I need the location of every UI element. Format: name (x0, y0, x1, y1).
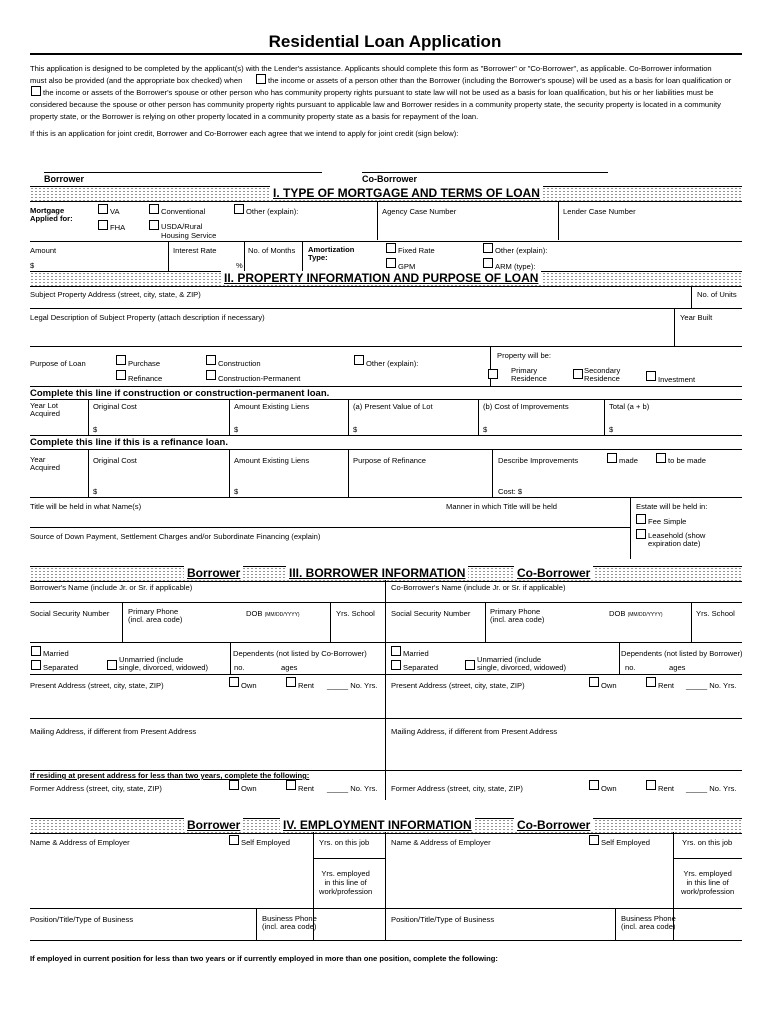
other-purpose-checkbox[interactable] (354, 355, 364, 365)
purpose-refinance-label: Purpose of Refinance (353, 456, 427, 465)
cb-married-checkbox[interactable] (391, 646, 401, 656)
cb-self-employed-label: Self Employed (601, 838, 650, 847)
row-rule (30, 399, 742, 400)
fee-simple-checkbox[interactable] (636, 514, 646, 524)
original-cost2-label: Original Cost (93, 456, 137, 465)
b-own-checkbox[interactable] (229, 677, 239, 687)
purpose-label: Purpose of Loan (30, 359, 86, 368)
cb-employer-label: Name & Address of Employer (391, 838, 491, 847)
divider (478, 399, 479, 435)
total-label: Total (a + b) (609, 402, 650, 411)
co-borrower-signature-line[interactable] (362, 172, 608, 173)
conventional-checkbox[interactable] (149, 204, 159, 214)
row-rule (30, 308, 742, 309)
row-rule (30, 497, 742, 498)
year-built-label: Year Built (680, 313, 713, 322)
cb-dob-format: (MM/DD/YYYY) (627, 612, 663, 618)
divider (229, 449, 230, 497)
cb-yrs-employed-label: Yrs. employed in this line of work/profession (681, 869, 735, 896)
total-dollar: $ (609, 425, 614, 434)
cb-former-address-label: Former Address (street, city, state, ZIP) (391, 784, 523, 793)
divider (619, 642, 620, 674)
divider (256, 908, 257, 940)
divider (485, 602, 486, 642)
gpm-label: GPM (398, 262, 416, 271)
intro-line: If this is an application for joint credit, Borrower and Co-Borrower each agree that we intend to apply for joint credit (sign below): (30, 129, 459, 138)
row-rule (30, 602, 742, 603)
b-dob-text: DOB (246, 609, 263, 618)
cb-yrs-job-label: Yrs. on this job (682, 838, 733, 847)
row-rule (673, 858, 742, 859)
divider (88, 449, 89, 497)
b-self-employed-checkbox[interactable] (229, 835, 239, 845)
b-business-phone-label: Business Phone (incl. area code) (262, 914, 317, 931)
b-self-employed-label: Self Employed (241, 838, 290, 847)
row-rule (30, 346, 742, 347)
divider (492, 449, 493, 497)
construction-perm-checkbox[interactable] (206, 370, 216, 380)
other-amortization-label: Other (explain): (495, 246, 548, 255)
section-2-title: II. PROPERTY INFORMATION AND PURPOSE OF LOAN (221, 271, 541, 285)
title-held-label: Title will be held in what Name(s) (30, 502, 142, 511)
title-rule (30, 53, 742, 55)
community-property-checkbox[interactable] (31, 86, 41, 96)
cb-unmarried-label: Unmarried (include single, divorced, widowed) (477, 655, 567, 672)
b-yrs-school-label: Yrs. School (336, 609, 375, 618)
b-employer-label: Name & Address of Employer (30, 838, 130, 847)
other-mortgage-label: Other (explain): (246, 207, 299, 216)
b-yrs-job-label: Yrs. on this job (319, 838, 370, 847)
column-divider (385, 832, 386, 940)
arm-label: ARM (type): (495, 262, 536, 271)
purchase-checkbox[interactable] (116, 355, 126, 365)
amount-existing2-dollar: $ (234, 487, 239, 496)
b-rent-checkbox[interactable] (286, 677, 296, 687)
divider (229, 399, 230, 435)
b-former-rent-checkbox[interactable] (286, 780, 296, 790)
b-ssn-label: Social Security Number (30, 609, 110, 618)
cb-present-address-label: Present Address (street, city, state, ZIP) (391, 681, 525, 690)
describe-improvements-label: Describe Improvements (498, 456, 579, 465)
intro-line: the income or assets of the Borrower's spouse or other person who has community property rights pursuant to state law will not be used as a basis for loan qualification, but his or her liabilities must be (43, 88, 714, 97)
refinance-checkbox[interactable] (116, 370, 126, 380)
cb-mailing-label: Mailing Address, if different from Present Address (391, 727, 558, 736)
construction-checkbox[interactable] (206, 355, 216, 365)
fha-checkbox[interactable] (98, 220, 108, 230)
row-rule (30, 449, 742, 450)
cb-rent-checkbox[interactable] (646, 677, 656, 687)
b-former-no-yrs-label: _____ No. Yrs. (327, 784, 378, 793)
present-value-label: (a) Present Value of Lot (353, 402, 433, 411)
co-borrower-income-checkbox[interactable] (256, 74, 266, 84)
b-dependents-ages: ages (281, 663, 298, 672)
cb-yrs-school-label: Yrs. School (696, 609, 735, 618)
to-be-made-label: to be made (668, 456, 706, 465)
cb-phone-label: Primary Phone (incl. area code) (490, 607, 545, 624)
divider (604, 399, 605, 435)
section-3-co-borrower: Co-Borrower (514, 566, 593, 580)
leasehold-checkbox[interactable] (636, 529, 646, 539)
cb-dob-label (609, 609, 663, 620)
b-former-own-checkbox[interactable] (229, 780, 239, 790)
divider (302, 241, 303, 271)
other-amortization-checkbox[interactable] (483, 243, 493, 253)
leasehold-label: Leasehold (show expiration date) (648, 531, 706, 548)
divider (674, 308, 675, 346)
b-yrs-employed-label: Yrs. employed in this line of work/profession (319, 869, 373, 896)
construction-line-heading: Complete this line if construction or construction-permanent loan. (30, 388, 330, 399)
b-unmarried-label: Unmarried (include single, divorced, widowed) (119, 655, 209, 672)
gpm-checkbox[interactable] (386, 258, 396, 268)
borrower-name-label: Borrower's Name (include Jr. or Sr. if applicable) (30, 583, 193, 592)
row-rule (30, 435, 742, 436)
primary-residence-label: Primary Residence (511, 366, 547, 383)
section-3-borrower: Borrower (184, 566, 243, 580)
b-unmarried-checkbox[interactable] (107, 660, 117, 670)
row-rule (313, 858, 385, 859)
fha-label: FHA (110, 223, 126, 232)
primary-residence-checkbox[interactable] (488, 369, 498, 379)
intro-line: the income or assets of a person other than the Borrower (including the Borrower's spouse) will be used as a basis for loan qualification or (268, 76, 732, 85)
b-own-label: Own (241, 681, 257, 690)
usda-label: USDA/Rural Housing Service (161, 222, 217, 240)
b-separated-label: Separated (43, 663, 79, 672)
cost-improvements-dollar: $ (483, 425, 488, 434)
row-rule (30, 908, 742, 909)
divider (230, 642, 231, 674)
no-months-label: No. of Months (248, 246, 296, 255)
b-dob-label (246, 609, 300, 620)
original-cost2-dollar: $ (93, 487, 98, 496)
interest-percent: % (236, 261, 243, 270)
b-no-yrs-label: _____ No. Yrs. (327, 681, 378, 690)
cost-improvements-label: (b) Cost of Improvements (483, 402, 569, 411)
column-divider (385, 580, 386, 800)
other-mortgage-checkbox[interactable] (234, 204, 244, 214)
present-value-dollar: $ (353, 425, 358, 434)
row-rule (30, 642, 742, 643)
divider (558, 202, 559, 240)
divider (348, 399, 349, 435)
estate-held-label: Estate will be held in: (636, 502, 708, 511)
interest-rate-label: Interest Rate (173, 246, 217, 255)
cb-former-rent-label: Rent (658, 784, 675, 793)
amount-label: Amount (30, 246, 57, 255)
b-married-label: Married (43, 649, 69, 658)
amount-existing-label: Amount Existing Liens (234, 402, 310, 411)
purchase-label: Purchase (128, 359, 161, 368)
original-cost-dollar: $ (93, 425, 98, 434)
cb-position-label: Position/Title/Type of Business (391, 915, 495, 924)
section-1-title: I. TYPE OF MORTGAGE AND TERMS OF LOAN (270, 186, 543, 200)
page-title: Residential Loan Application (268, 32, 502, 51)
investment-label: Investment (658, 375, 696, 384)
b-former-address-label: Former Address (street, city, state, ZIP) (30, 784, 162, 793)
construction-perm-label: Construction-Permanent (218, 374, 301, 383)
intro-line: must also be provided (and the appropriate box checked) when (30, 76, 243, 85)
fixed-rate-label: Fixed Rate (398, 246, 435, 255)
agency-case-label: Agency Case Number (382, 207, 457, 216)
cb-no-yrs-label: _____ No. Yrs. (686, 681, 737, 690)
borrower-signature-line[interactable] (44, 172, 322, 173)
divider (691, 286, 692, 308)
other-purpose-label: Other (explain): (366, 359, 419, 368)
intro-line: considered because the spouse or other person has community property rights pursuant to applicable law and Borrower resides in a community property state, the security property is located in a community (30, 100, 721, 109)
usda-checkbox[interactable] (149, 220, 159, 230)
section-4-header (30, 818, 742, 834)
co-borrower-signature-label: Co-Borrower (362, 174, 418, 184)
employment-footer-note: If employed in current position for less than two years or if currently employed in more than one position, complete the following: (30, 954, 498, 963)
b-separated-checkbox[interactable] (31, 660, 41, 670)
to-be-made-checkbox[interactable] (656, 453, 666, 463)
made-label: made (619, 456, 638, 465)
b-dependents-label: Dependents (not listed by Co-Borrower) (233, 649, 367, 658)
cb-dependents-no: no. (625, 663, 636, 672)
borrower-signature-label: Borrower (44, 174, 85, 184)
divider (348, 449, 349, 497)
cb-former-no-yrs-label: _____ No. Yrs. (686, 784, 737, 793)
source-down-label: Source of Down Payment, Settlement Charges and/or Subordinate Financing (explain) (30, 532, 321, 541)
residing-note: If residing at present address for less than two years, complete the following: (30, 771, 310, 780)
cb-separated-label: Separated (403, 663, 439, 672)
mortgage-applied-label: Mortgage Applied for: (30, 206, 73, 223)
b-former-own-label: Own (241, 784, 257, 793)
investment-checkbox[interactable] (646, 371, 656, 381)
row-rule (30, 241, 742, 242)
cb-dob-text: DOB (609, 609, 626, 618)
va-checkbox[interactable] (98, 204, 108, 214)
section-4-co-borrower: Co-Borrower (514, 818, 593, 832)
refinance-line-heading: Complete this line if this is a refinance loan. (30, 437, 228, 448)
b-rent-label: Rent (298, 681, 315, 690)
row-rule (30, 527, 630, 528)
b-dependents-no: no. (234, 663, 245, 672)
b-phone-label: Primary Phone (incl. area code) (128, 607, 183, 624)
conventional-label: Conventional (161, 207, 206, 216)
divider (330, 602, 331, 642)
divider (630, 497, 631, 559)
secondary-residence-checkbox[interactable] (573, 369, 583, 379)
b-dob-format: (MM/DD/YYYY) (264, 612, 300, 618)
row-rule (30, 386, 742, 387)
fixed-rate-checkbox[interactable] (386, 243, 396, 253)
va-label: VA (110, 207, 120, 216)
divider (122, 602, 123, 642)
cb-dependents-label: Dependents (not listed by Borrower) (621, 649, 743, 658)
cb-own-checkbox[interactable] (589, 677, 599, 687)
property-will-be-label: Property will be: (497, 351, 552, 360)
subject-address-label: Subject Property Address (street, city, state, & ZIP) (30, 290, 201, 299)
legal-desc-label: Legal Description of Subject Property (attach description if necessary) (30, 313, 265, 322)
cost-label: Cost: $ (498, 487, 523, 496)
row-rule (30, 718, 742, 719)
amount-existing2-label: Amount Existing Liens (234, 456, 310, 465)
section-4-title: IV. EMPLOYMENT INFORMATION (280, 818, 475, 832)
section-2-header (30, 271, 742, 287)
divider (490, 346, 491, 386)
divider (168, 241, 169, 271)
row-rule (30, 674, 742, 675)
divider (691, 602, 692, 642)
intro-line: property state, or the Borrower is relying on other property located in a community property state as a basis for repayment of the loan. (30, 112, 479, 121)
cb-own-label: Own (601, 681, 617, 690)
cb-rent-label: Rent (658, 681, 675, 690)
divider (615, 908, 616, 940)
secondary-residence-label: Secondary Residence (584, 366, 621, 383)
cb-former-rent-checkbox[interactable] (646, 780, 656, 790)
amount-dollar: $ (30, 261, 35, 270)
cb-married-label: Married (403, 649, 429, 658)
row-rule (30, 940, 742, 941)
manner-title-label: Manner in which Title will be held (446, 502, 558, 511)
cb-former-own-label: Own (601, 784, 617, 793)
fee-simple-label: Fee Simple (648, 517, 687, 526)
amount-existing-dollar: $ (234, 425, 239, 434)
intro-line: This application is designed to be completed by the applicant(s) with the Lender's assistance. Applicants should complete this form as "Borrower" or "Co-Borrower", as applicable. Co-Borrower information (30, 64, 712, 73)
original-cost-label: Original Cost (93, 402, 137, 411)
year-acquired-label: Year Acquired (30, 455, 60, 472)
b-married-checkbox[interactable] (31, 646, 41, 656)
cb-dependents-ages: ages (669, 663, 686, 672)
cb-ssn-label: Social Security Number (391, 609, 471, 618)
divider (377, 202, 378, 240)
b-mailing-label: Mailing Address, if different from Present Address (30, 727, 197, 736)
section-1-header (30, 186, 742, 202)
refinance-label: Refinance (128, 374, 163, 383)
made-checkbox[interactable] (607, 453, 617, 463)
construction-label: Construction (218, 359, 261, 368)
cb-separated-checkbox[interactable] (391, 660, 401, 670)
amortization-type-label: Amortization Type: (308, 245, 355, 262)
divider (88, 399, 89, 435)
no-units-label: No. of Units (697, 290, 737, 299)
section-3-header (30, 566, 742, 582)
b-position-label: Position/Title/Type of Business (30, 915, 134, 924)
cb-self-employed-checkbox[interactable] (589, 835, 599, 845)
cb-unmarried-checkbox[interactable] (465, 660, 475, 670)
section-3-title: III. BORROWER INFORMATION (286, 566, 468, 580)
b-present-address-label: Present Address (street, city, state, ZIP) (30, 681, 164, 690)
lender-case-label: Lender Case Number (563, 207, 636, 216)
cb-former-own-checkbox[interactable] (589, 780, 599, 790)
co-borrower-name-label: Co-Borrower's Name (include Jr. or Sr. if applicable) (391, 583, 566, 592)
section-4-borrower: Borrower (184, 818, 243, 832)
year-lot-label: Year Lot Acquired (30, 401, 60, 418)
cb-business-phone-label: Business Phone (incl. area code) (621, 914, 676, 931)
divider (244, 241, 245, 271)
b-former-rent-label: Rent (298, 784, 315, 793)
arm-checkbox[interactable] (483, 258, 493, 268)
